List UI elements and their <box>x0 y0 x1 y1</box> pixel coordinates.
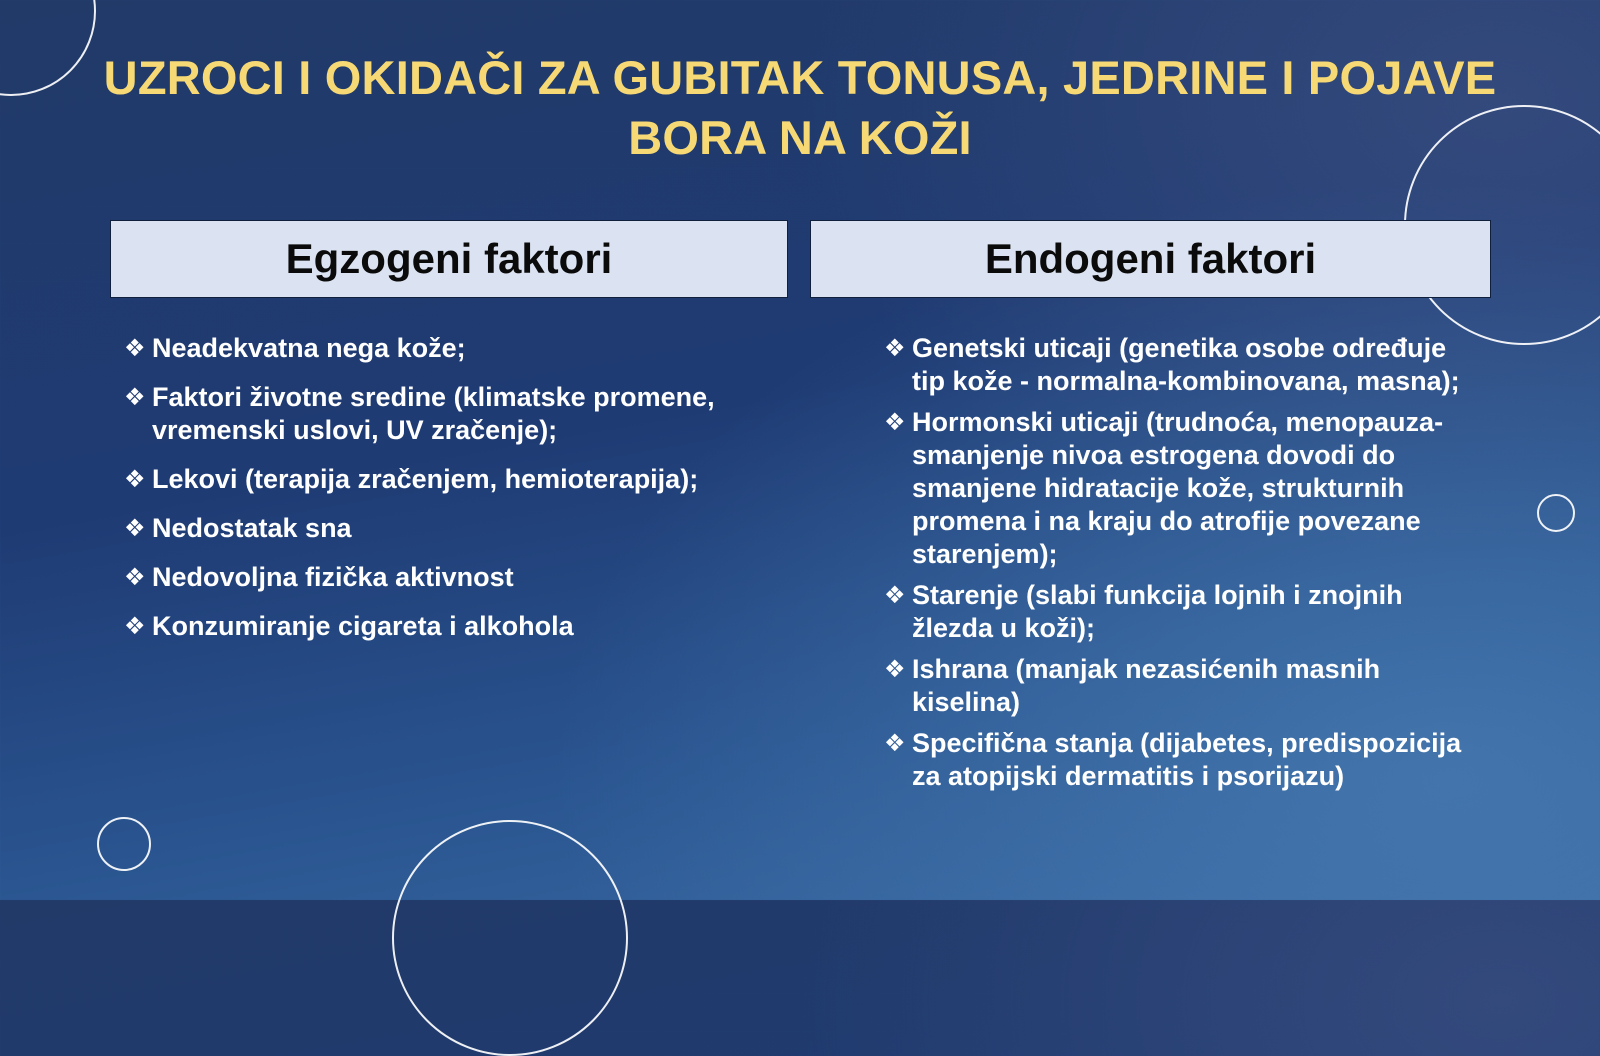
decorative-circle-bottom-center <box>392 820 628 1056</box>
list-item-text: Nedovoljna fizička aktivnost <box>152 562 514 592</box>
diamond-bullet-icon: ❖ <box>884 730 906 757</box>
slide-title-line-2: BORA NA KOŽI <box>628 111 972 164</box>
list-item-text: Starenje (slabi funkcija lojnih i znojnih žlezda u koži); <box>912 580 1403 643</box>
list-item <box>124 512 764 545</box>
list-item-text: Genetski uticaji (genetika osobe određuje tip kože - normalna-kombinovana, masna); <box>912 333 1460 396</box>
diamond-bullet-icon: ❖ <box>124 515 146 542</box>
list-item <box>884 332 1484 398</box>
list-item-text: Lekovi (terapija zračenjem, hemioterapija); <box>152 464 699 494</box>
diamond-bullet-icon: ❖ <box>124 564 146 591</box>
list-item-text: Hormonski uticaji (trudnoća, menopauza-smanjenje nivoa estrogena dovodi do smanjene hidratacije kože, strukturnih promena i na kraju do atrofije povezane starenjem); <box>912 407 1444 569</box>
list-item <box>884 653 1484 719</box>
diamond-bullet-icon: ❖ <box>124 466 146 493</box>
list-item <box>124 610 764 643</box>
endogenous-factors-list <box>884 332 1484 801</box>
list-item <box>884 727 1484 793</box>
list-item-text: Ishrana (manjak nezasićenih masnih kiselina) <box>912 654 1381 717</box>
diamond-bullet-icon: ❖ <box>884 335 906 362</box>
decorative-circle-bottom-left <box>97 817 151 871</box>
list-item <box>124 561 764 594</box>
list-item <box>124 332 764 365</box>
list-item <box>884 406 1484 571</box>
diamond-bullet-icon: ❖ <box>124 335 146 362</box>
exogenous-factors-header-label: Egzogeni faktori <box>285 235 613 282</box>
endogenous-factors-header-label: Endogeni faktori <box>984 235 1317 282</box>
list-item-text: Neadekvatna nega kože; <box>152 333 466 363</box>
decorative-circle-right-small <box>1537 494 1575 532</box>
exogenous-factors-list <box>124 332 764 659</box>
decorative-circle-top-left <box>0 0 96 96</box>
diamond-bullet-icon: ❖ <box>884 409 906 436</box>
diamond-bullet-icon: ❖ <box>124 384 146 411</box>
list-item-text: Nedostatak sna <box>152 513 352 543</box>
slide-title <box>100 48 1500 168</box>
list-item-text: Specifična stanja (dijabetes, predispozicija za atopijski dermatitis i psorijazu) <box>912 728 1462 791</box>
list-item <box>884 579 1484 645</box>
diamond-bullet-icon: ❖ <box>884 582 906 609</box>
diamond-bullet-icon: ❖ <box>884 656 906 683</box>
slide-title-line-1: UZROCI I OKIDAČI ZA GUBITAK TONUSA, JEDRINE I POJAVE <box>103 51 1497 104</box>
diamond-bullet-icon: ❖ <box>124 613 146 640</box>
endogenous-factors-header <box>810 220 1491 298</box>
list-item-text: Faktori životne sredine (klimatske promene, vremenski uslovi, UV zračenje); <box>152 382 715 445</box>
list-item <box>124 381 764 447</box>
exogenous-factors-header <box>110 220 788 298</box>
list-item-text: Konzumiranje cigareta i alkohola <box>152 611 574 641</box>
list-item <box>124 463 764 496</box>
